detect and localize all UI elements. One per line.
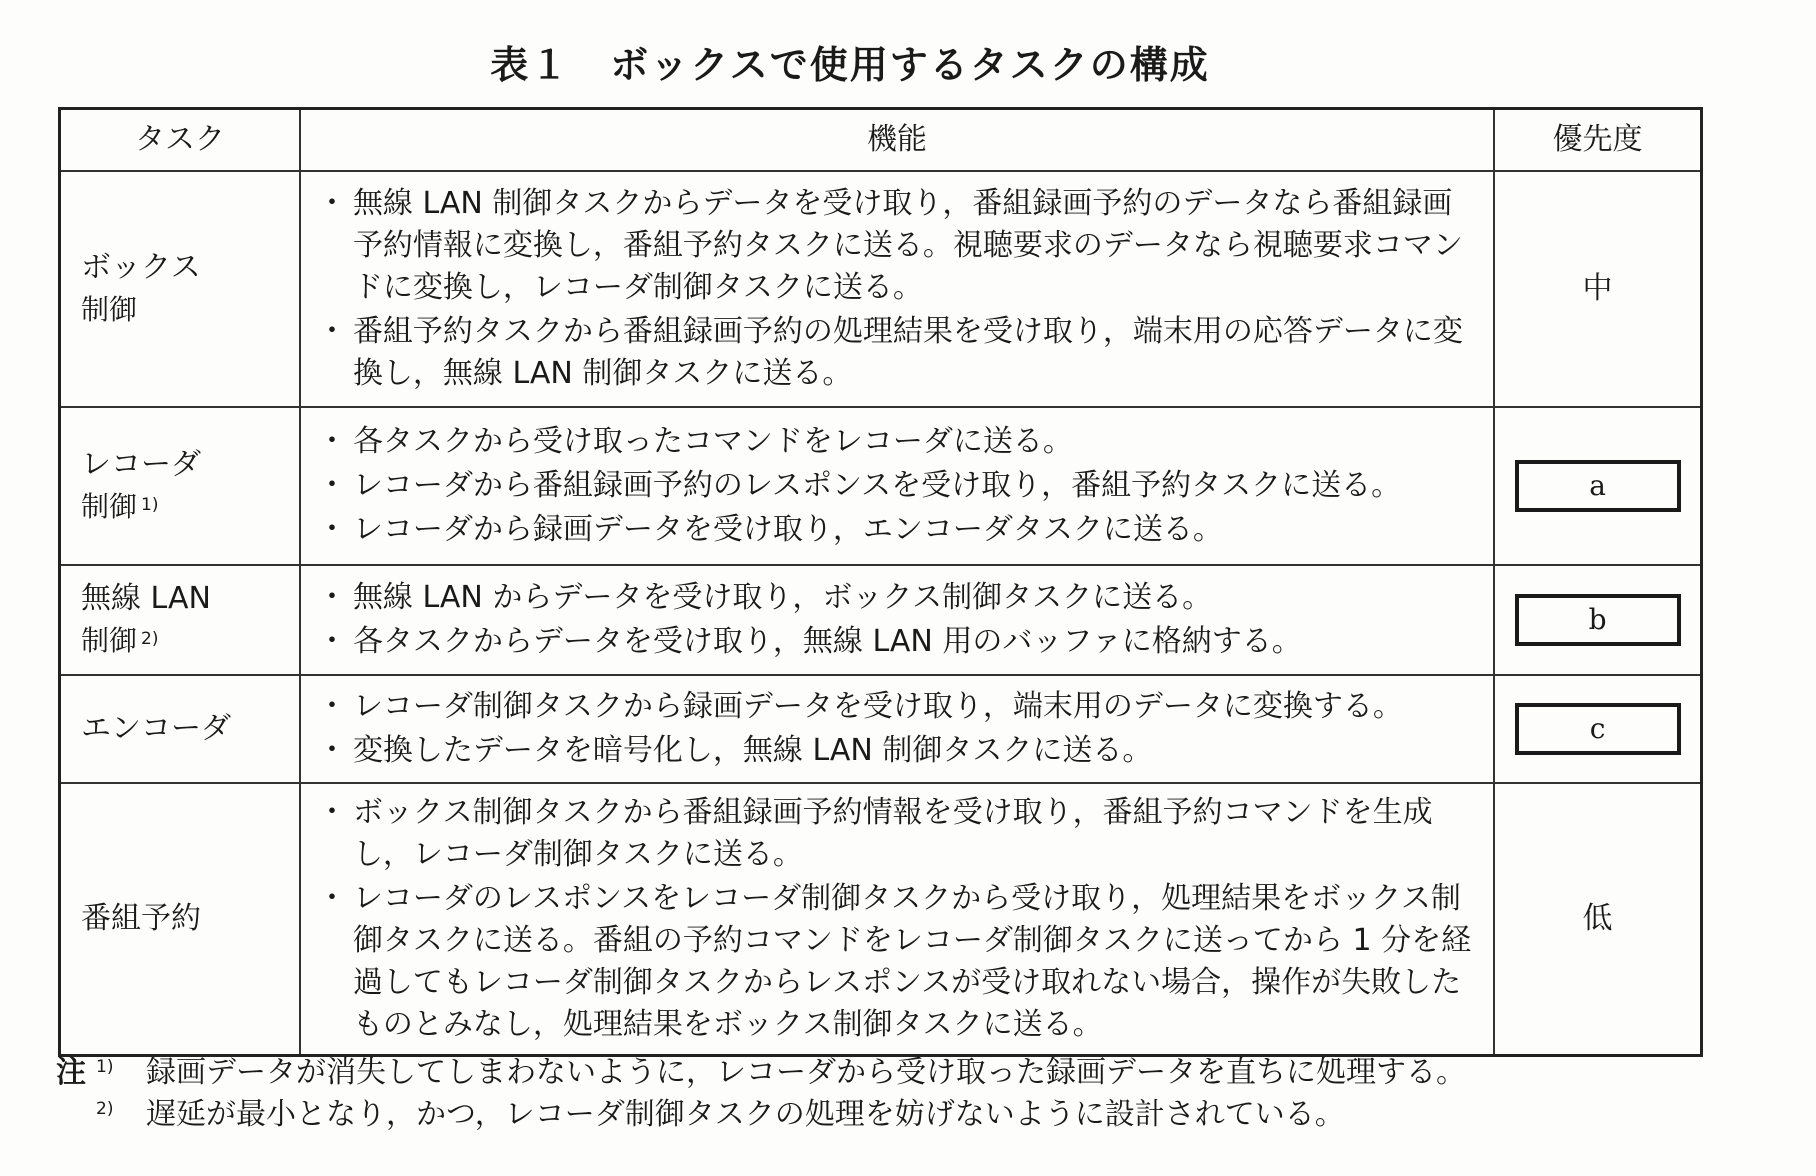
table-row [60, 675, 1702, 783]
answer-blank-c[interactable]: c [1515, 703, 1681, 755]
task-name: ボックス 制御 [60, 171, 300, 407]
header-function: 機能 [300, 109, 1494, 172]
task-name: エンコーダ [60, 675, 300, 783]
answer-blank-a[interactable]: a [1515, 460, 1681, 512]
footnote-number: 2) [96, 1099, 114, 1119]
task-name: レコーダ 制御 $^{1)}$ [60, 407, 300, 565]
task-name: 番組予約 [60, 783, 300, 1056]
function-item: ・ ボックス制御タスクから番組録画予約情報を受け取り，番組予約コマンドを生成し，レコーダ制御タスクに送る。 [325, 792, 1479, 876]
function-cell [300, 171, 1494, 407]
notes-label: 注 [56, 1055, 86, 1090]
function-cell [300, 407, 1494, 565]
footnotes [56, 1052, 1466, 1136]
function-item: ・ レコーダから番組録画予約のレスポンスを受け取り，番組予約タスクに送る。 [325, 465, 1479, 507]
answer-blank-b[interactable]: b [1515, 594, 1681, 646]
task-name: 無線 LAN 制御 $^{2)}$ [60, 565, 300, 675]
priority-cell [1494, 565, 1701, 675]
function-item: ・ 無線 LAN 制御タスクからデータを受け取り，番組録画予約のデータなら番組録画予約情報に変換し，番組予約タスクに送る。視聴要求のデータなら視聴要求コマンドに変換し，レコーダ制御タスクに送る。 [325, 183, 1479, 309]
function-item: ・ 無線 LAN からデータを受け取り，ボックス制御タスクに送る。 [325, 577, 1479, 619]
function-item: ・ レコーダから録画データを受け取り，エンコーダタスクに送る。 [325, 509, 1479, 551]
priority-cell [1494, 675, 1701, 783]
function-item: ・ レコーダのレスポンスをレコーダ制御タスクから受け取り，処理結果をボックス制御タスクに送る。番組の予約コマンドをレコーダ制御タスクに送ってから 1 分を経過してもレコーダ制御タスクからレスポンスが受け取れない場合，操作が失敗したものとみなし，処理結果をボックス制御タスクに送る。 [325, 878, 1479, 1046]
table-row [60, 407, 1702, 565]
function-item: ・ 各タスクからデータを受け取り，無線 LAN 用のバッファに格納する。 [325, 621, 1479, 663]
header-task: タスク [60, 109, 300, 172]
function-item: ・ レコーダ制御タスクから録画データを受け取り，端末用のデータに変換する。 [325, 686, 1479, 728]
footnote [56, 1052, 1466, 1094]
table-title: 表１ ボックスで使用するタスクの構成 [490, 43, 1210, 87]
function-item: ・ 番組予約タスクから番組録画予約の処理結果を受け取り，端末用の応答データに変換し，無線 LAN 制御タスクに送る。 [325, 311, 1479, 395]
footnote-ref: 2) [141, 629, 159, 649]
priority-cell: 中 [1494, 171, 1701, 407]
header-priority: 優先度 [1494, 109, 1701, 172]
priority-cell: 低 [1494, 783, 1701, 1056]
header-row [60, 109, 1702, 172]
function-cell [300, 783, 1494, 1056]
footnote-text: 録画データが消失してしまわないように，レコーダから受け取った録画データを直ちに処理する。 [146, 1055, 1466, 1090]
function-item: ・ 変換したデータを暗号化し，無線 LAN 制御タスクに送る。 [325, 730, 1479, 772]
table-row [60, 783, 1702, 1056]
footnote-number: 1) [96, 1057, 114, 1077]
table-row [60, 171, 1702, 407]
task-table [58, 107, 1703, 1057]
function-item: ・ 各タスクから受け取ったコマンドをレコーダに送る。 [325, 421, 1479, 463]
table-row [60, 565, 1702, 675]
footnote-ref: 1) [141, 495, 159, 515]
priority-cell [1494, 407, 1701, 565]
footnote [56, 1094, 1466, 1136]
footnote-text: 遅延が最小となり，かつ，レコーダ制御タスクの処理を妨げないように設計されている。 [146, 1097, 1345, 1132]
function-cell [300, 565, 1494, 675]
function-cell [300, 675, 1494, 783]
